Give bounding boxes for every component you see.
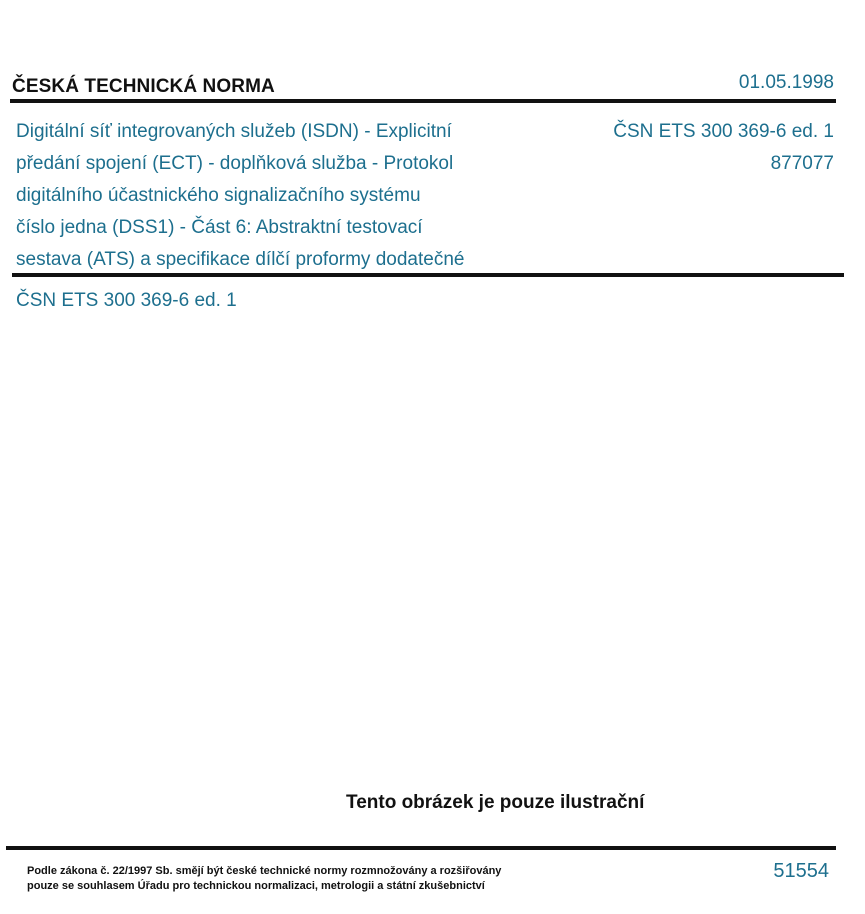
document-number: 51554 [773,860,829,882]
class-number: 877077 [770,153,834,174]
legal-line: Podle zákona č. 22/1997 Sb. smějí být české technické normy rozmnožovány a rozšiřovány [27,865,502,877]
title-line: číslo jedna (DSS1) - Část 6: Abstraktní testovací [16,217,423,238]
legal-line: pouze se souhlasem Úřadu pro technickou normalizaci, metrologii a státní zkušebnictví [27,880,485,892]
standard-designation: ČSN ETS 300 369-6 ed. 1 [16,290,237,311]
standard-code-block [613,116,834,180]
standard-code: ČSN ETS 300 369-6 ed. 1 [613,121,834,142]
illustration-note: Tento obrázek je pouze ilustrační [346,792,645,813]
title-line: sestava (ATS) a specifikace dílčí proformy dodatečné [16,249,465,270]
title-line: digitálního účastnického signalizačního systému [16,185,421,206]
standard-title [16,116,546,276]
header-divider [10,99,836,103]
title-line: předání spojení (ECT) - doplňková služba - Protokol [16,153,454,174]
title-divider [12,273,844,277]
publication-date: 01.05.1998 [738,72,834,93]
title-line: Digitální síť integrovaných služeb (ISDN) - Explicitní [16,121,452,142]
page-title: ČESKÁ TECHNICKÁ NORMA [12,76,275,97]
legal-notice [27,864,501,894]
footer-divider [6,846,836,850]
